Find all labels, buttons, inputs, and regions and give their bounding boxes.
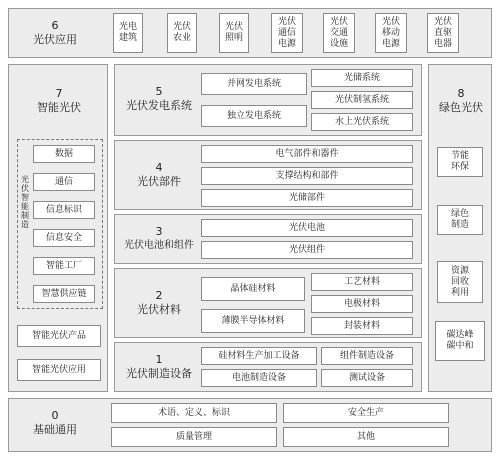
smart-item-data: 数据 [33,145,95,163]
pv-materials-panel [114,268,422,338]
thin-film-semiconductor: 薄膜半导体材料 [201,309,305,333]
pv-components-label [119,161,199,189]
power-system-label [119,85,199,113]
green-pv-label [429,87,493,115]
support-structure: 支撑结构和部件 [201,167,413,185]
electrode-materials: 电极材料 [311,295,413,313]
application-label [15,19,95,47]
application-title: 光伏应用 [33,33,77,46]
others: 其他 [283,427,449,447]
pv-materials-title: 光伏材料 [137,303,181,316]
pv-storage-system: 光储系统 [311,69,413,87]
green-item-energy-saving: 节能 环保 [437,147,483,177]
smart-item-supply-chain: 智慧供应链 [33,285,95,303]
app-item-mobile-power: 光伏 移动 电源 [375,13,407,53]
green-item-carbon-neutral: 碳达峰 碳中和 [435,321,485,361]
green-pv-panel [428,64,492,392]
smart-item-info-identification: 信息标识 [33,201,95,219]
grid-connected-system: 并网发电系统 [201,73,307,95]
smart-pv-panel [8,64,108,392]
application-number: 6 [51,19,59,32]
app-item-traffic: 光伏 交通 设施 [323,13,355,53]
silicon-processing-equipment: 硅材料生产加工设备 [201,347,317,365]
module-manufacturing-equipment: 组件制造设备 [321,347,413,365]
pv-hydrogen-system: 光伏制氢系统 [311,91,413,109]
application-panel [8,8,492,58]
manufacturing-equipment-panel [114,342,422,392]
quality-management: 质量管理 [111,427,277,447]
smart-manufacturing-label: 光 伏 智 能 制 造 [21,175,29,229]
pv-module: 光伏组件 [201,241,413,259]
green-item-recycling: 资源 回收 利用 [437,261,483,303]
smart-pv-label [9,87,109,115]
storage-parts: 光储部件 [201,189,413,207]
cells-modules-label [117,225,201,253]
power-system-number: 5 [155,85,163,98]
floating-pv-system: 水上光伏系统 [311,113,413,131]
cell-manufacturing-equipment: 电池制造设备 [201,369,317,387]
cells-modules-number: 3 [155,225,163,238]
foundation-number: 0 [51,409,59,422]
green-pv-title: 绿色光伏 [439,101,483,114]
foundation-panel [8,398,492,452]
electrical-parts: 电气部件和器件 [201,145,413,163]
smart-item-communication: 通信 [33,173,95,191]
app-item-telecom-power: 光伏 通信 电源 [271,13,303,53]
manufacturing-equipment-number: 1 [155,353,163,366]
foundation-title: 基础通用 [33,423,77,436]
pv-materials-number: 2 [155,289,163,302]
pv-components-panel [114,140,422,210]
green-pv-number: 8 [457,87,465,100]
pv-components-number: 4 [155,161,163,174]
smart-item-info-security: 信息安全 [33,229,95,247]
app-item-lighting: 光伏 照明 [219,13,249,53]
smart-pv-application: 智能光伏应用 [17,359,101,381]
encapsulation-materials: 封装材料 [311,317,413,335]
smart-pv-product: 智能光伏产品 [17,325,101,347]
production-safety: 安全生产 [283,403,449,423]
terms-definitions: 术语、定义、标识 [111,403,277,423]
app-item-dc-appliance: 光伏 直驱 电器 [427,13,459,53]
power-system-title: 光伏发电系统 [126,99,192,112]
process-materials: 工艺材料 [311,273,413,291]
cells-modules-panel [114,214,422,264]
manufacturing-equipment-label [119,353,199,381]
green-item-green-manufacturing: 绿色 制造 [437,205,483,235]
off-grid-system: 独立发电系统 [201,105,307,127]
smart-pv-number: 7 [55,87,63,100]
foundation-label [15,409,95,437]
manufacturing-equipment-title: 光伏制造设备 [126,367,192,380]
app-item-agriculture: 光伏 农业 [167,13,197,53]
app-item-building: 光电 建筑 [113,13,143,53]
pv-cell: 光伏电池 [201,219,413,237]
cells-modules-title: 光伏电池和组件 [124,240,194,251]
testing-equipment: 测试设备 [321,369,413,387]
pv-components-title: 光伏部件 [137,175,181,188]
smart-pv-title: 智能光伏 [37,101,81,114]
power-system-panel [114,64,422,136]
crystalline-silicon: 晶体硅材料 [201,277,305,301]
pv-materials-label [119,289,199,317]
smart-item-smart-factory: 智能工厂 [33,257,95,275]
